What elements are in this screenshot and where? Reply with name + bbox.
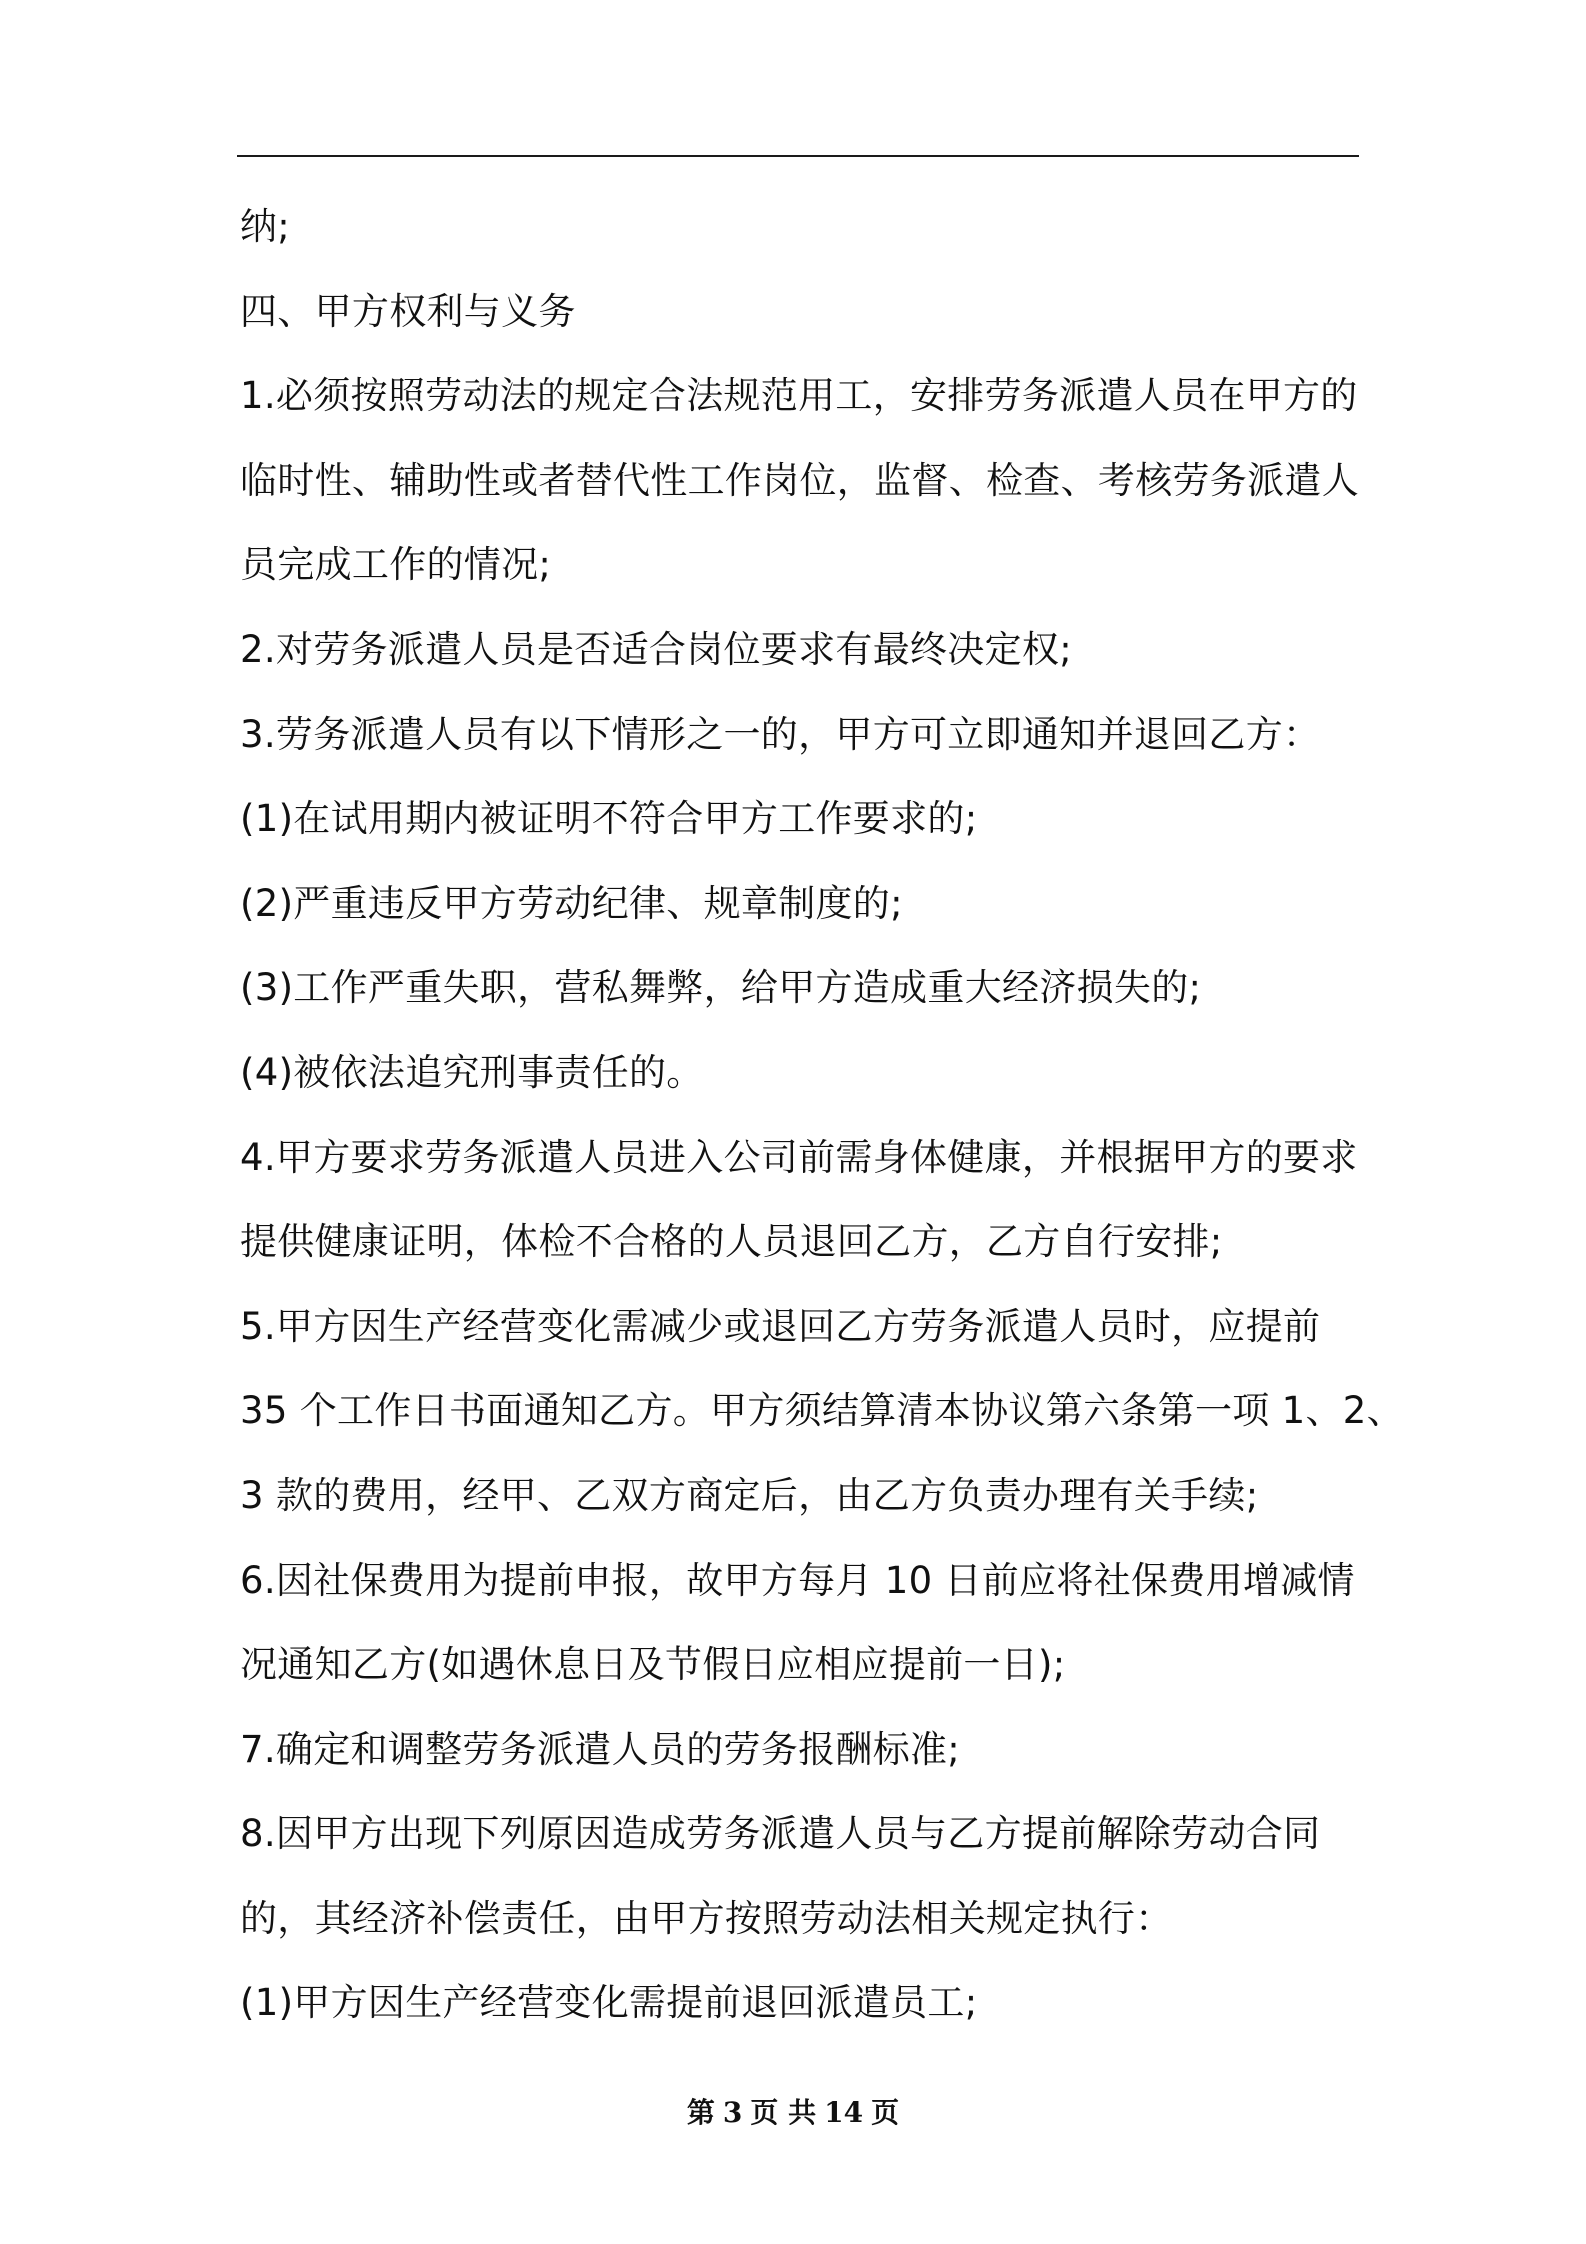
footer-middle: 页 共 (750, 2096, 817, 2129)
text-line: 3.劳务派遣人员有以下情形之一的，甲方可立即通知并退回乙方： (240, 712, 1321, 756)
text-line: (1)甲方因生产经营变化需提前退回派遣员工; (240, 1981, 978, 2025)
text-line: 提供健康证明，体检不合格的人员退回乙方，乙方自行安排; (240, 1220, 1223, 1264)
text-line: 5.甲方因生产经营变化需减少或退回乙方劳务派遣人员时，应提前 (240, 1304, 1321, 1348)
text-line: 员完成工作的情况; (240, 543, 552, 587)
footer-suffix: 页 (871, 2096, 900, 2129)
section-heading: 四、甲方权利与义务 (240, 289, 576, 333)
text-line: 3 款的费用，经甲、乙双方商定后，由乙方负责办理有关手续; (240, 1473, 1259, 1517)
text-line: 8.因甲方出现下列原因造成劳务派遣人员与乙方提前解除劳动合同 (240, 1812, 1321, 1856)
text-line: (4)被依法追究刑事责任的。 (240, 1050, 704, 1094)
text-line: 况通知乙方(如遇休息日及节假日应相应提前一日); (240, 1643, 1066, 1687)
total-pages-number: 14 (824, 2096, 864, 2129)
text-line: 1.必须按照劳动法的规定合法规范用工，安排劳务派遣人员在甲方的 (240, 374, 1358, 418)
text-line: (2)严重违反甲方劳动纪律、规章制度的; (240, 881, 903, 925)
text-line: 7.确定和调整劳务派遣人员的劳务报酬标准; (240, 1727, 961, 1771)
text-line: (3)工作严重失职，营私舞弊，给甲方造成重大经济损失的; (240, 966, 1202, 1010)
text-line: (1)在试用期内被证明不符合甲方工作要求的; (240, 797, 978, 841)
text-line: 的，其经济补偿责任，由甲方按照劳动法相关规定执行： (240, 1896, 1173, 1940)
footer-prefix: 第 (686, 2096, 715, 2129)
text-line: 35 个工作日书面通知乙方。甲方须结算清本协议第六条第一项 1、2、 (240, 1389, 1404, 1433)
text-line: 4.甲方要求劳务派遣人员进入公司前需身体健康，并根据甲方的要求 (240, 1135, 1358, 1179)
text-line: 临时性、辅助性或者替代性工作岗位，监督、检查、考核劳务派遣人 (240, 458, 1359, 502)
header-rule (237, 155, 1359, 157)
text-line: 2.对劳务派遣人员是否适合岗位要求有最终决定权; (240, 627, 1072, 671)
text-line: 6.因社保费用为提前申报，故甲方每月 10 日前应将社保费用增减情 (240, 1558, 1355, 1602)
document-body (240, 198, 1404, 2059)
current-page-number: 3 (722, 2096, 743, 2129)
page-footer (0, 2093, 1586, 2133)
text-line: 纳; (240, 205, 291, 248)
